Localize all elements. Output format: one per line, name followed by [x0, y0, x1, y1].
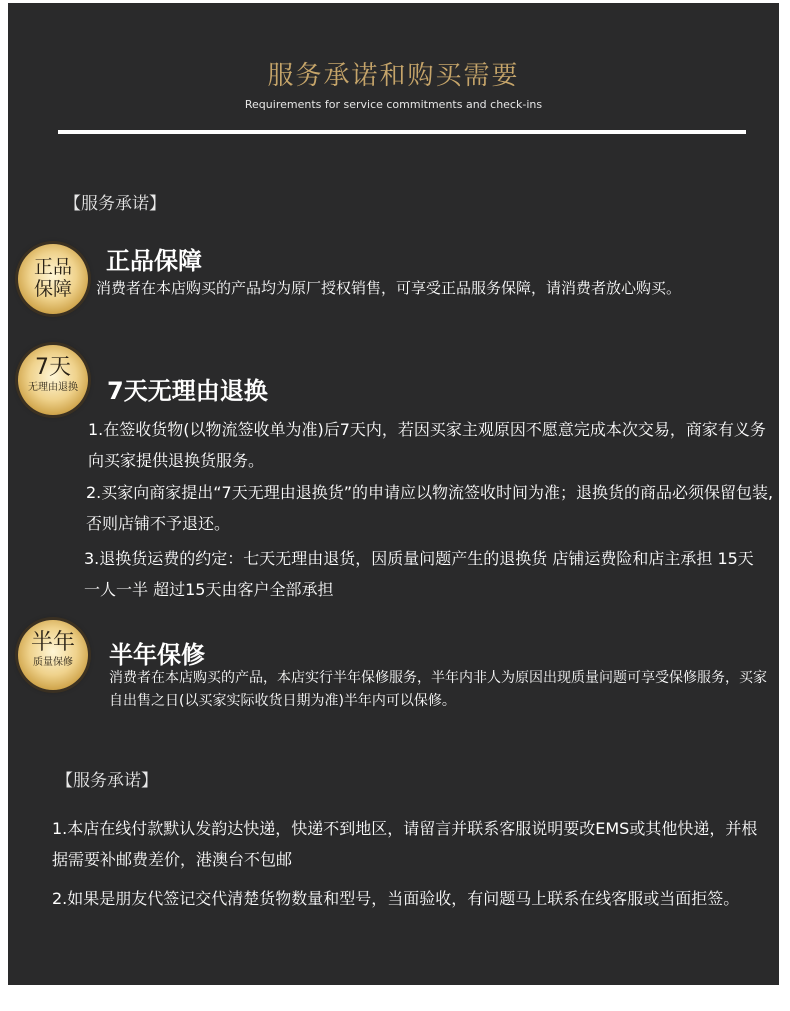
genuine-badge-line1: 正品	[33, 256, 72, 278]
service-item-2: 2.如果是朋友代签记交代清楚货物数量和型号，当面验收，有问题马上联系在线客服或当面拒签。	[52, 889, 740, 908]
return7-item-1: 1.在签收货物(以物流签收单为准)后7天内，若因买家主观原因不愿意完成本次交易，商家有义务向买家提供退换货服务。	[88, 420, 766, 470]
return7-badge-icon	[18, 345, 88, 415]
service-panel	[8, 3, 779, 985]
genuine-heading: 正品保障	[106, 247, 202, 275]
service-item-1: 1.本店在线付款默认发韵达快递，快递不到地区，请留言并联系客服说明要改EMS或其他快递，并根据需要补邮费差价，港澳台不包邮	[52, 819, 758, 869]
return7-badge-small: 无理由退换	[28, 382, 78, 393]
warranty-heading: 半年保修	[109, 641, 205, 669]
warranty-badge-small: 质量保修	[33, 657, 73, 668]
genuine-badge-line2: 保障	[33, 278, 72, 300]
section-label-service-2: 【服务承诺】	[56, 771, 158, 791]
return7-item-3: 3.退换货运费的约定：七天无理由退货，因质量问题产生的退换货 店铺运费险和店主承担 15天 一人一半 超过15天由客户全部承担	[84, 549, 754, 599]
genuine-text: 消费者在本店购买的产品均为原厂授权销售，可享受正品服务保障，请消费者放心购买。	[96, 279, 682, 297]
warranty-text: 消费者在本店购买的产品，本店实行半年保修服务，半年内非人为原因出现质量问题可享受保修服务，买家自出售之日(以买家实际收货日期为准)半年内可以保修。	[109, 670, 767, 709]
page-subtitle: Requirements for service commitments and check-ins	[244, 98, 543, 111]
return7-badge-big: 7天	[35, 355, 71, 380]
return7-item-2: 2.买家向商家提出“7天无理由退换货”的申请应以物流签收时间为准；退换货的商品必须保留包装,否则店铺不予退还。	[86, 483, 774, 533]
page-title: 服务承诺和购买需要	[267, 61, 520, 91]
genuine-badge-icon	[18, 244, 88, 314]
header-divider	[58, 130, 746, 134]
warranty-badge-big: 半年	[30, 630, 75, 655]
section-label-service: 【服务承诺】	[64, 194, 166, 214]
return7-heading: 7天无理由退换	[107, 377, 268, 405]
warranty-badge-icon	[18, 620, 88, 690]
